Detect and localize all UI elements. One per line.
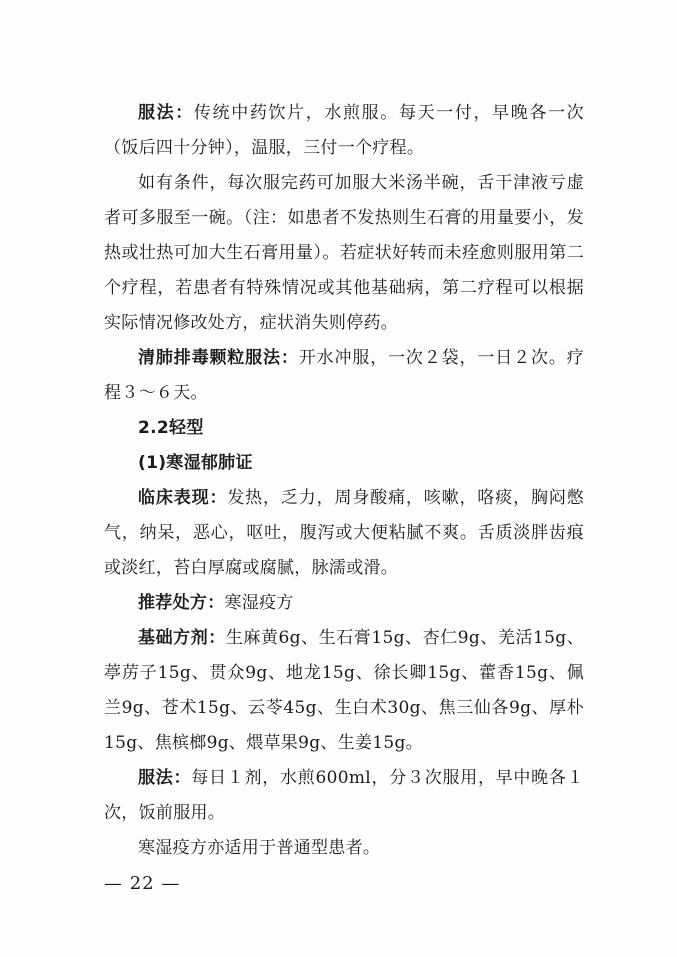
formula-paragraph xyxy=(104,621,584,761)
granule-usage-label: 清肺排毒颗粒服法： xyxy=(138,348,299,368)
usage2-paragraph xyxy=(104,761,584,831)
subsection-title: (1)寒湿郁肺证 xyxy=(138,453,253,473)
usage-label: 服法： xyxy=(138,103,194,123)
formula-label: 基础方剂： xyxy=(138,628,226,648)
clinical-paragraph xyxy=(104,481,584,586)
prescription-label: 推荐处方： xyxy=(138,593,225,613)
clinical-text: 发热，乏力，周身酸痛，咳嗽，咯痰，胸闷憋气，纳呆，恶心，呕吐，腹泻或大便粘腻不爽。舌质淡胖齿痕或淡红，苔白厚腐或腐腻，脉濡或滑。 xyxy=(104,488,584,578)
formula-text: 生麻黄6g、生石膏15g、杏仁9g、羌活15g、葶苈子15g、贯众9g、地龙15g、徐长卿15g、藿香15g、佩兰9g、苍术15g、云苓45g、生白术30g、焦三仙各9g、厚朴15g、焦槟榔9g、煨草果9g、生姜15g。 xyxy=(104,628,585,753)
prescription-paragraph xyxy=(104,586,584,621)
applicability-paragraph: 寒湿疫方亦适用于普通型患者。 xyxy=(138,838,381,858)
prescription-text: 寒湿疫方 xyxy=(224,593,294,613)
page-content xyxy=(104,96,584,866)
page-number: — 22 — xyxy=(104,873,181,894)
usage-note-paragraph: 如有条件，每次服完药可加服大米汤半碗，舌干津液亏虚者可多服至一碗。（注：如患者不发热则生石膏的用量要小，发热或壮热可加大生石膏用量）。若症状好转而未痊愈则服用第二个疗程，若患者有特殊情况或其他基础病，第二疗程可以根据实际情况修改处方，症状消失则停药。 xyxy=(104,173,584,333)
usage-paragraph xyxy=(104,96,584,166)
granule-usage-text: 开水冲服，一次２袋，一日２次。疗程３～６天。 xyxy=(104,348,584,403)
usage-text: 传统中药饮片，水煎服。每天一付，早晚各一次（饭后四十分钟），温服，三付一个疗程。 xyxy=(104,103,584,158)
usage2-text: 每日１剂，水煎600ml，分３次服用，早中晚各１次，饭前服用。 xyxy=(104,768,584,823)
section-heading xyxy=(104,411,584,446)
granule-usage-paragraph xyxy=(104,341,584,411)
subsection-heading xyxy=(104,446,584,481)
usage2-label: 服法： xyxy=(138,768,192,788)
section-title: 2.2轻型 xyxy=(138,418,204,438)
clinical-label: 临床表现： xyxy=(138,488,228,508)
